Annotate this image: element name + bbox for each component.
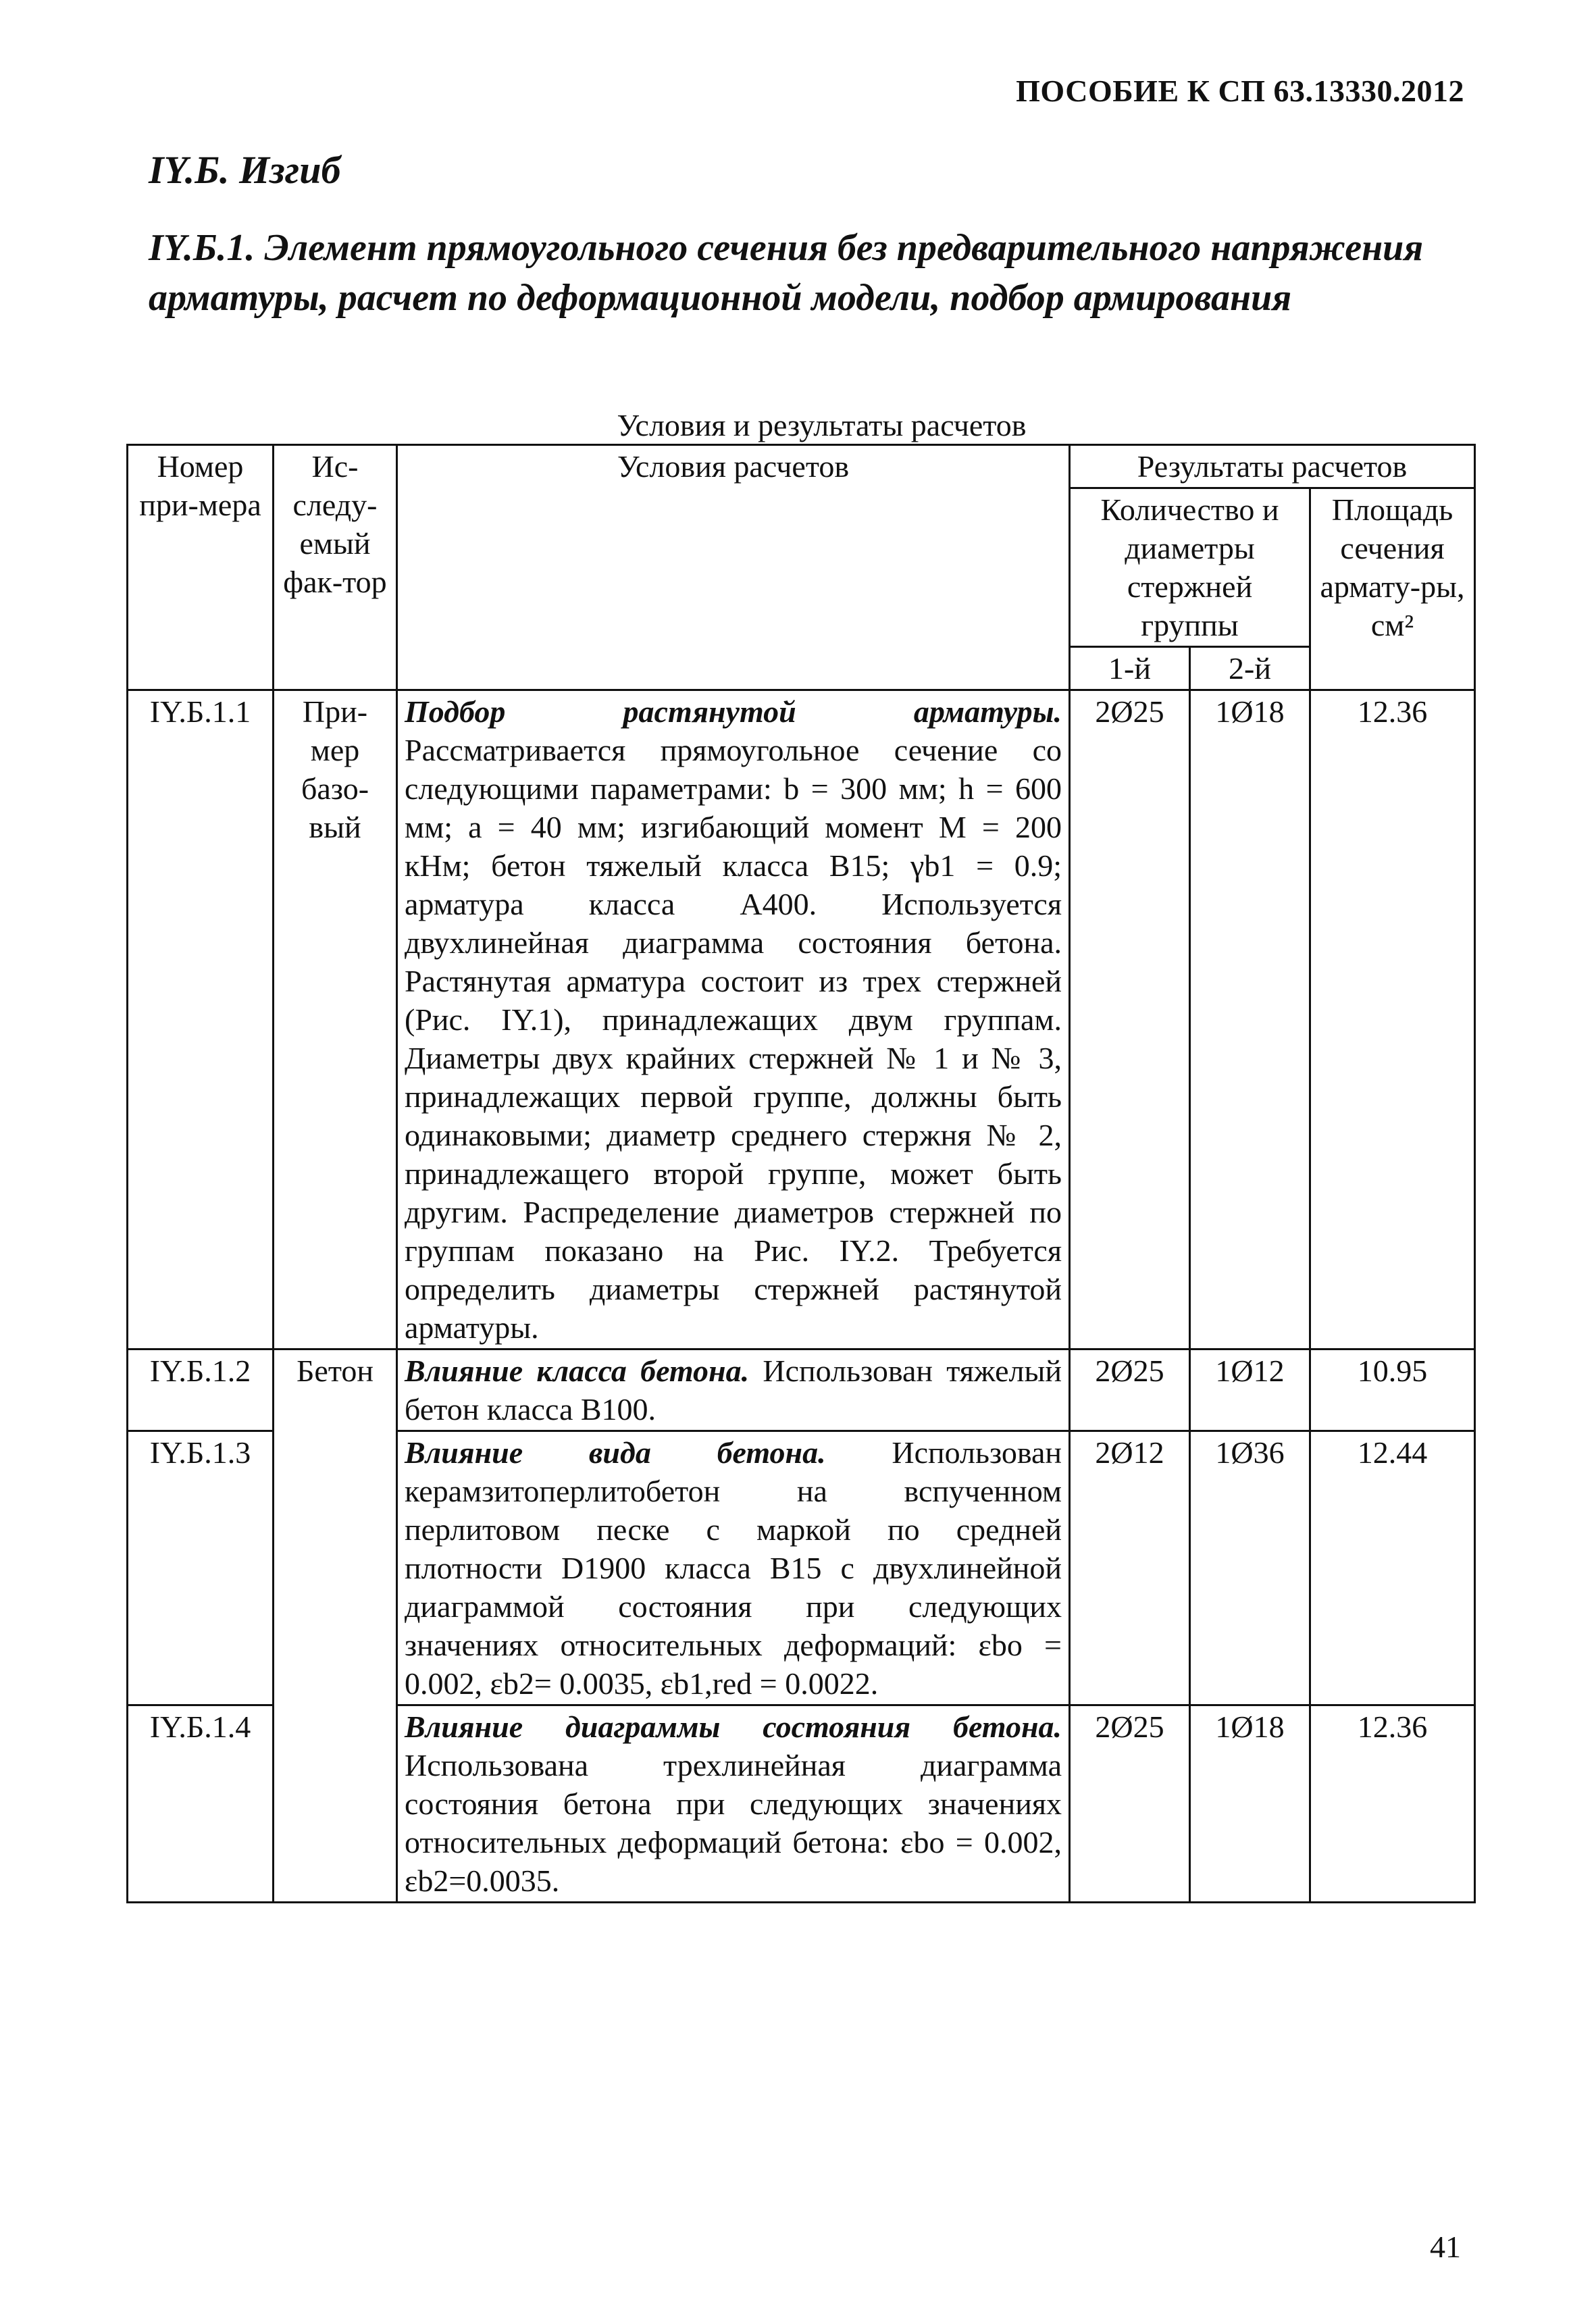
row-area: 12.36 — [1310, 1705, 1475, 1903]
table-row — [128, 1349, 1475, 1431]
row-conditions — [397, 1349, 1070, 1431]
header-conditions: Условия расчетов — [397, 445, 1070, 690]
row-number: IY.Б.1.2 — [128, 1349, 274, 1431]
row-group1: 2Ø25 — [1070, 1349, 1190, 1431]
row-group2: 1Ø12 — [1190, 1349, 1310, 1431]
row-area: 12.36 — [1310, 690, 1475, 1349]
header-factor: Ис-следу-емый фак-тор — [274, 445, 397, 690]
subsection-title: IY.Б.1. Элемент прямоугольного сечения без предварительного напряжения арматуры, расчет по деформационной модели, подбор армирования — [149, 227, 1424, 319]
section-title: IY.Б. Изгиб — [149, 148, 341, 192]
row-conditions — [397, 1431, 1070, 1705]
row-number: IY.Б.1.3 — [128, 1431, 274, 1705]
header-area: Площадь сечения армату-ры, см² — [1310, 488, 1475, 690]
results-table — [126, 444, 1476, 1903]
row-conditions — [397, 1705, 1070, 1903]
row-number: IY.Б.1.4 — [128, 1705, 274, 1903]
row-title: Влияние диаграммы состояния бетона. — [405, 1709, 1062, 1744]
row-factor: При-мер базо-вый — [274, 690, 397, 1349]
row-area: 12.44 — [1310, 1431, 1475, 1705]
row-area: 10.95 — [1310, 1349, 1475, 1431]
row-group1: 2Ø25 — [1070, 1705, 1190, 1903]
row-number: IY.Б.1.1 — [128, 690, 274, 1349]
row-group2: 1Ø36 — [1190, 1431, 1310, 1705]
row-text: Использован тяжелый бетон класса В100. — [405, 1354, 1062, 1426]
running-header: ПОСОБИЕ К СП 63.13330.2012 — [1016, 74, 1464, 108]
row-group2: 1Ø18 — [1190, 690, 1310, 1349]
row-text: Использована трехлинейная диаграмма состояния бетона при следующих значениях относительных деформаций бетона: εbo = 0.002, εb2=0.0035. — [405, 1748, 1062, 1898]
row-text: Использован керамзитоперлитобетон на вспученном перлитовом песке с маркой по средней плотности D1900 класса В15 с двухлинейной диаграммой состояния при следующих значениях относительных деформаций: εbo = 0.002, εb2= 0.0035, εb1,red = 0.0022. — [405, 1435, 1062, 1701]
row-conditions — [397, 690, 1070, 1349]
table-row — [128, 690, 1475, 1349]
table-caption: Условия и результаты расчетов — [617, 408, 1027, 442]
row-title: Влияние вида бетона. — [405, 1435, 826, 1470]
row-group1: 2Ø12 — [1070, 1431, 1190, 1705]
row-title: Влияние класса бетона. — [405, 1354, 750, 1388]
header-group1: 1-й — [1070, 647, 1190, 690]
row-group2: 1Ø18 — [1190, 1705, 1310, 1903]
header-example-number: Номер при-мера — [128, 445, 274, 690]
row-title: Подбор растянутой арматуры. — [405, 694, 1062, 729]
row-text: Рассматривается прямоугольное сечение со следующими параметрами: b = 300 мм; h = 600 мм; a = 40 мм; изгибающий момент M = 200 кНм; бетон тяжелый класса В15; γb1 = 0.9; арматура класса А400. Используется двухлинейная диаграмма состояния бетона. Растянутая арматура состоит из трех стержней (Рис. IY.1), принадлежащих двум группам. Диаметры двух крайних стержней № 1 и № 3, принадлежащих первой группе, должны быть одинаковыми; диаметр среднего стержня № 2, принадлежащего второй группе, может быть другим. Распределение диаметров стержней по группам показано на Рис. IY.2. Требуется определить диаметры стержней растянутой арматуры. — [405, 733, 1062, 1345]
page-number: 41 — [1430, 2230, 1461, 2264]
header-results: Результаты расчетов — [1070, 445, 1475, 488]
row-factor: Бетон — [274, 1349, 397, 1903]
header-group2: 2-й — [1190, 647, 1310, 690]
row-group1: 2Ø25 — [1070, 690, 1190, 1349]
header-bars: Количество и диаметры стержней группы — [1070, 488, 1310, 647]
